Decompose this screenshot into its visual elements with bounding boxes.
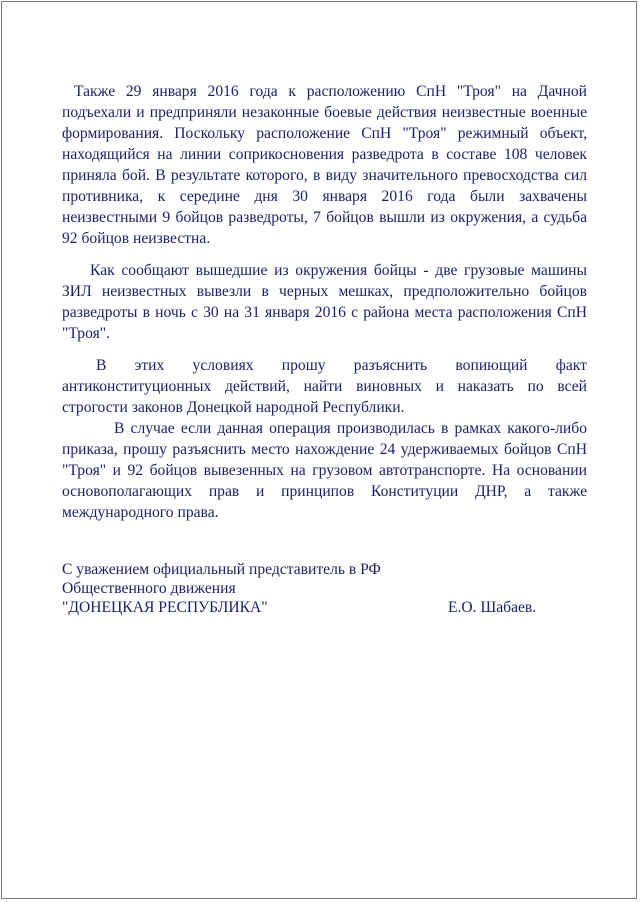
letter-body (62, 81, 587, 523)
document-page (1, 1, 637, 899)
signature-line-title: С уважением официальный представитель в РФ (62, 561, 381, 578)
signature-line-organization: Общественного движения (62, 580, 236, 597)
signature-line-movement-name: "ДОНЕЦКАЯ РЕСПУБЛИКА" (62, 599, 268, 616)
paragraph-2: Как сообщают вышедшие из окружения бойцы - две грузовые машины ЗИЛ неизвестных вывезли в черных мешках, предположительно бойцов разведроты в ночь с 30 на 31 января 2016 с района места расположения СпН "Троя". (62, 262, 587, 342)
paragraph-4: В случае если данная операция производилась в рамках какого-либо приказа, прошу разъяснить место нахождение 24 удерживаемых бойцов СпН "Троя" и 92 бойцов вывезенных на грузовом автотранспорте. На основании основополагающих прав и принципов Конституции ДНР, а также международного права. (62, 420, 587, 521)
signature-block (62, 560, 562, 617)
paragraph-1: Также 29 января 2016 года к расположению СпН "Троя" на Дачной подъехали и предприняли незаконные боевые действия неизвестные военные формирования. Поскольку расположение СпН "Троя" режимный объект, находящийся на линии соприкосновения разведрота в составе 108 человек приняла бой. В результате которого, в виду значительного превосходства сил противника, к середине дня 30 января 2016 года были захвачены неизвестными 9 бойцов разведроты, 7 бойцов вышли из окружения, а судьба 92 бойцов неизвестна. (62, 83, 587, 247)
signatory-name: Е.О. Шабаев. (448, 599, 537, 616)
paragraph-3: В этих условиях прошу разъяснить вопиющий факт антиконституционных действий, найти виновных и наказать по всей строгости законов Донецкой народной Республики. (62, 357, 587, 416)
